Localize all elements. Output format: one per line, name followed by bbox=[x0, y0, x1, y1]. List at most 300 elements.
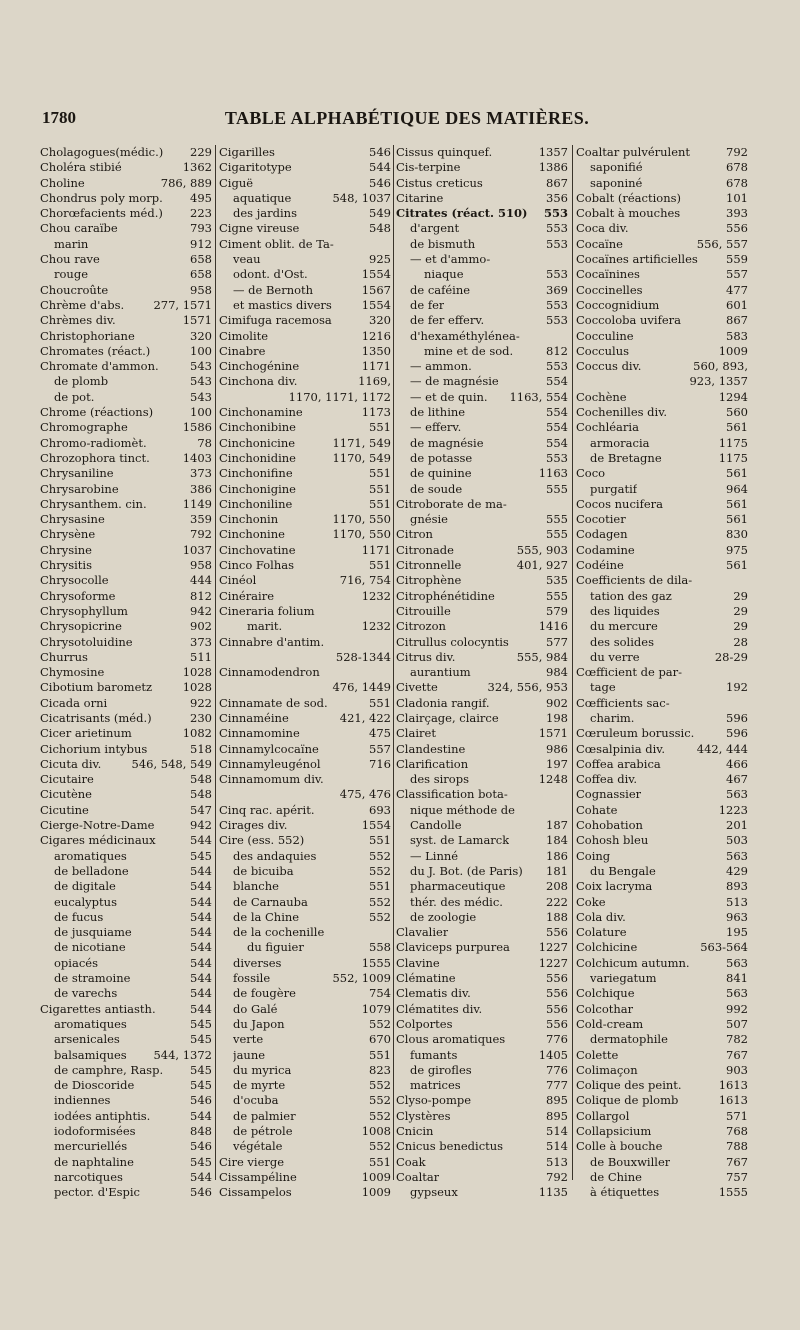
index-entry bbox=[219, 833, 391, 848]
entry-page-refs: 768 bbox=[726, 1124, 748, 1138]
entry-page-refs: 552 bbox=[369, 848, 391, 863]
index-entry bbox=[396, 711, 568, 726]
entry-term: Chrysaniline bbox=[40, 466, 114, 481]
entry-page-refs: 788 bbox=[726, 1139, 748, 1154]
entry-term: de quinine bbox=[410, 466, 472, 481]
index-entry bbox=[576, 711, 748, 726]
index-entry bbox=[576, 344, 748, 359]
entry-term: Clairçage, clairce bbox=[396, 710, 499, 725]
index-entry bbox=[396, 818, 568, 833]
entry-term: Citronnelle bbox=[396, 558, 462, 573]
entry-page-refs: 1555 bbox=[361, 955, 391, 970]
entry-page-refs: 552 bbox=[369, 909, 391, 924]
index-entry bbox=[396, 879, 568, 894]
entry-term: des jardins bbox=[233, 206, 297, 221]
entry-term: nique méthode de bbox=[410, 802, 515, 817]
entry-page-refs: 324, 556, 953 bbox=[487, 680, 568, 695]
entry-page-refs: 511 bbox=[190, 649, 212, 664]
index-entry bbox=[40, 1170, 212, 1185]
index-entry bbox=[396, 787, 568, 802]
entry-page-refs: 198 bbox=[546, 710, 568, 725]
entry-page-refs: 543 bbox=[190, 359, 212, 374]
index-entry bbox=[576, 329, 748, 344]
index-entry bbox=[219, 451, 391, 466]
index-entry bbox=[396, 420, 568, 435]
entry-term: Colcothar bbox=[576, 1001, 634, 1016]
index-entry bbox=[40, 986, 212, 1001]
index-entry bbox=[576, 206, 748, 221]
entry-term: charim. bbox=[590, 710, 635, 725]
entry-term: Collapsicium bbox=[576, 1124, 652, 1138]
entry-term: du verre bbox=[590, 649, 640, 664]
entry-term: d'hexaméthylénea- bbox=[410, 328, 520, 343]
entry-term: de zoologie bbox=[410, 909, 477, 924]
entry-term: de naphtaline bbox=[54, 1154, 134, 1169]
entry-term: Chromate d'ammon. bbox=[40, 359, 159, 374]
entry-term: Clairet bbox=[396, 726, 436, 741]
entry-page-refs: 1170, 1171, 1172 bbox=[288, 389, 391, 404]
index-entry bbox=[40, 527, 212, 542]
index-entry bbox=[396, 543, 568, 558]
index-entry bbox=[219, 1048, 391, 1063]
entry-term: Chrysarobine bbox=[40, 481, 119, 496]
entry-page-refs: 1227 bbox=[538, 955, 568, 970]
index-entry bbox=[576, 971, 748, 986]
entry-page-refs: 1232 bbox=[361, 588, 391, 603]
entry-term: dermatophile bbox=[590, 1032, 668, 1047]
index-entry bbox=[576, 833, 748, 848]
entry-page-refs: 1416 bbox=[538, 619, 568, 634]
entry-term: tation des gaz bbox=[590, 588, 672, 603]
index-entry bbox=[396, 910, 568, 925]
entry-page-refs: 678 bbox=[726, 160, 748, 175]
entry-page-refs: 958 bbox=[190, 558, 212, 573]
entry-term: végétale bbox=[233, 1139, 283, 1154]
entry-page-refs: 1170, 549 bbox=[332, 450, 391, 465]
entry-term: de potasse bbox=[410, 450, 473, 465]
entry-term: de nicotiane bbox=[54, 940, 126, 955]
entry-term: Cochène bbox=[576, 389, 627, 404]
entry-term: d'argent bbox=[410, 221, 460, 236]
column-divider bbox=[572, 145, 573, 1180]
entry-term: pharmaceutique bbox=[410, 879, 506, 894]
entry-page-refs: 716 bbox=[369, 756, 391, 771]
entry-term: Cnicin bbox=[396, 1124, 434, 1138]
entry-page-refs: 1357 bbox=[538, 145, 568, 159]
index-entry bbox=[219, 696, 391, 711]
entry-page-refs: 1555 bbox=[718, 1185, 748, 1200]
index-entry bbox=[396, 573, 568, 588]
entry-term: Cinéraire bbox=[219, 588, 275, 603]
entry-page-refs: 1350 bbox=[361, 343, 391, 358]
entry-page-refs: 551 bbox=[369, 833, 391, 848]
entry-term: Colchicum autumn. bbox=[576, 955, 690, 970]
index-column-4 bbox=[576, 145, 748, 1200]
index-entry bbox=[219, 283, 391, 298]
entry-term: du myrica bbox=[233, 1062, 292, 1077]
entry-page-refs: 1028 bbox=[182, 680, 212, 695]
entry-page-refs: 222 bbox=[546, 894, 568, 909]
entry-term: Clyso-pompe bbox=[396, 1093, 472, 1108]
entry-page-refs: 544 bbox=[190, 1169, 212, 1184]
entry-page-refs: 658 bbox=[190, 267, 212, 282]
entry-term: Coaltar bbox=[396, 1169, 440, 1184]
entry-term: thér. des médic. bbox=[410, 894, 503, 909]
entry-term: Citroborate de ma- bbox=[396, 496, 507, 511]
entry-page-refs: 1170, 550 bbox=[332, 512, 391, 527]
entry-term: Cohobation bbox=[576, 818, 643, 833]
entry-term: Cobalt (réactions) bbox=[576, 190, 681, 205]
index-entry bbox=[576, 986, 748, 1001]
index-entry bbox=[396, 512, 568, 527]
entry-term: Cinchovatine bbox=[219, 542, 296, 557]
index-entry bbox=[219, 971, 391, 986]
entry-page-refs: 544 bbox=[190, 833, 212, 848]
index-entry bbox=[40, 787, 212, 802]
entry-page-refs: 181 bbox=[546, 863, 568, 878]
index-entry bbox=[40, 436, 212, 451]
entry-page-refs: 1223 bbox=[718, 802, 748, 817]
entry-term: Cinchonidine bbox=[219, 450, 296, 465]
entry-term: de fucus bbox=[54, 909, 104, 924]
entry-term: saponifié bbox=[590, 160, 643, 175]
entry-page-refs: 555 bbox=[546, 527, 568, 542]
entry-term: Chrysopicrine bbox=[40, 619, 122, 634]
entry-term: Cissampéline bbox=[219, 1169, 297, 1184]
index-entry bbox=[219, 589, 391, 604]
entry-term: Chorœfacients méd.) bbox=[40, 206, 163, 221]
entry-page-refs: 942 bbox=[190, 818, 212, 833]
entry-term: Clématites div. bbox=[396, 1001, 483, 1016]
entry-page-refs: 100 bbox=[190, 405, 212, 420]
index-entry bbox=[396, 619, 568, 634]
entry-term: Coccoloba uvifera bbox=[576, 313, 681, 328]
index-entry bbox=[219, 329, 391, 344]
entry-term: Cigaritotype bbox=[219, 160, 292, 175]
entry-term: Cigne vireuse bbox=[219, 221, 300, 236]
entry-term: Cigares médicinaux bbox=[40, 833, 156, 848]
entry-term: Cicatrisants (méd.) bbox=[40, 710, 152, 725]
entry-page-refs: 571 bbox=[726, 1108, 748, 1123]
entry-term: Cicutine bbox=[40, 802, 89, 817]
entry-term: Chrysocolle bbox=[40, 573, 109, 588]
entry-term: Cœfficient de par- bbox=[576, 665, 683, 680]
entry-page-refs: 544 bbox=[190, 971, 212, 986]
entry-term: syst. de Lamarck bbox=[410, 833, 510, 848]
entry-term: de palmier bbox=[233, 1108, 296, 1123]
entry-page-refs: 1586 bbox=[182, 420, 212, 435]
entry-page-refs: 555 bbox=[546, 512, 568, 527]
index-entry bbox=[576, 1093, 748, 1108]
entry-term: Claviceps purpurea bbox=[396, 940, 510, 955]
index-entry bbox=[40, 390, 212, 405]
entry-term: Cochléaria bbox=[576, 420, 639, 435]
entry-term: Cicada orni bbox=[40, 695, 108, 710]
entry-term: Cineraria folium bbox=[219, 603, 315, 618]
entry-term: balsamiques bbox=[54, 1047, 127, 1062]
entry-term: Colchique bbox=[576, 986, 635, 1001]
index-entry bbox=[219, 206, 391, 221]
entry-page-refs: 553 bbox=[543, 206, 568, 221]
column-divider bbox=[393, 145, 394, 1180]
entry-page-refs: 561 bbox=[726, 496, 748, 511]
index-entry bbox=[576, 512, 748, 527]
entry-page-refs: 544 bbox=[190, 940, 212, 955]
entry-term: blanche bbox=[233, 879, 279, 894]
entry-page-refs: 895 bbox=[546, 1093, 568, 1108]
entry-page-refs: 29 bbox=[733, 619, 748, 634]
entry-term: Cire (ess. 552) bbox=[219, 833, 305, 848]
entry-term: eucalyptus bbox=[54, 894, 117, 909]
entry-term: Ciguë bbox=[219, 175, 254, 190]
entry-term: Cinnaméine bbox=[219, 710, 289, 725]
index-entry bbox=[219, 1002, 391, 1017]
index-entry bbox=[219, 359, 391, 374]
index-entry bbox=[40, 971, 212, 986]
index-entry bbox=[219, 986, 391, 1001]
entry-page-refs: 467 bbox=[726, 772, 748, 787]
entry-page-refs: 197 bbox=[546, 756, 568, 771]
index-entry bbox=[40, 940, 212, 955]
entry-term: gnésie bbox=[410, 512, 448, 527]
entry-page-refs: 29 bbox=[733, 603, 748, 618]
entry-page-refs: 555, 903 bbox=[516, 542, 568, 557]
entry-term: Cohate bbox=[576, 802, 618, 817]
index-entry bbox=[396, 1017, 568, 1032]
entry-term: de pot. bbox=[54, 389, 95, 404]
entry-page-refs: 1171 bbox=[361, 359, 391, 374]
entry-page-refs: 556 bbox=[546, 1001, 568, 1016]
index-entry bbox=[576, 818, 748, 833]
entry-page-refs: 551 bbox=[369, 481, 391, 496]
entry-term: aquatique bbox=[233, 190, 292, 205]
index-entry bbox=[576, 359, 748, 374]
entry-term: Cohosh bleu bbox=[576, 833, 649, 848]
index-entry bbox=[576, 879, 748, 894]
entry-term: Coefficients de dila- bbox=[576, 573, 693, 588]
index-entry bbox=[396, 849, 568, 864]
entry-term: Cinnamomine bbox=[219, 726, 300, 741]
entry-page-refs: 100 bbox=[190, 343, 212, 358]
entry-page-refs: 359 bbox=[190, 512, 212, 527]
entry-term: Choucroûte bbox=[40, 282, 109, 297]
entry-page-refs: 792 bbox=[546, 1169, 568, 1184]
index-entry bbox=[396, 956, 568, 971]
index-entry bbox=[219, 558, 391, 573]
index-entry bbox=[219, 1185, 391, 1200]
entry-page-refs: 476, 1449 bbox=[332, 680, 391, 695]
index-entry bbox=[40, 160, 212, 175]
index-entry bbox=[219, 1032, 391, 1047]
index-entry bbox=[40, 665, 212, 680]
entry-term: Cinnabre d'antim. bbox=[219, 634, 325, 649]
entry-term: Cholagogues(médic.) bbox=[40, 145, 164, 159]
entry-page-refs: 782 bbox=[726, 1032, 748, 1047]
index-entry bbox=[219, 787, 391, 802]
entry-term: Coing bbox=[576, 848, 611, 863]
entry-page-refs: 552 bbox=[369, 1016, 391, 1031]
index-entry bbox=[396, 833, 568, 848]
index-entry bbox=[40, 359, 212, 374]
entry-page-refs: 1008 bbox=[361, 1124, 391, 1138]
index-entry bbox=[219, 635, 391, 650]
index-entry bbox=[396, 482, 568, 497]
entry-page-refs: 1135 bbox=[538, 1185, 568, 1200]
entry-page-refs: 551 bbox=[369, 558, 391, 573]
entry-page-refs: 848 bbox=[190, 1124, 212, 1138]
entry-term: Cinchonine bbox=[219, 527, 285, 542]
entry-term: de Carnauba bbox=[233, 894, 308, 909]
index-entry bbox=[219, 145, 391, 160]
entry-term: Coaltar pulvérulent bbox=[576, 145, 691, 159]
index-entry bbox=[219, 512, 391, 527]
entry-term: du mercure bbox=[590, 619, 658, 634]
entry-page-refs: 1171, 549 bbox=[332, 435, 391, 450]
index-entry bbox=[40, 711, 212, 726]
entry-page-refs: 554 bbox=[546, 405, 568, 420]
entry-term: de bicuiba bbox=[233, 863, 294, 878]
entry-term: Clavine bbox=[396, 955, 440, 970]
entry-term: Choléra stibié bbox=[40, 160, 122, 175]
entry-term: et mastics divers bbox=[233, 297, 332, 312]
index-entry bbox=[40, 604, 212, 619]
entry-term: Citrozon bbox=[396, 619, 446, 634]
entry-term: Chou rave bbox=[40, 252, 100, 267]
entry-page-refs: 29 bbox=[733, 588, 748, 603]
index-entry bbox=[576, 436, 748, 451]
entry-term: Codéine bbox=[576, 558, 624, 573]
entry-term: Cocculus bbox=[576, 343, 629, 358]
entry-page-refs: 544 bbox=[190, 879, 212, 894]
entry-term: Chromographe bbox=[40, 420, 128, 435]
index-entry bbox=[396, 1032, 568, 1047]
entry-term: Cobalt à mouches bbox=[576, 206, 681, 221]
entry-term: Chymosine bbox=[40, 665, 105, 680]
entry-page-refs: 545 bbox=[190, 1154, 212, 1169]
entry-page-refs: 958 bbox=[190, 282, 212, 297]
index-entry bbox=[40, 451, 212, 466]
entry-term: Cocos nucifera bbox=[576, 496, 663, 511]
index-entry bbox=[576, 849, 748, 864]
entry-page-refs: 466 bbox=[726, 756, 748, 771]
index-entry bbox=[219, 650, 391, 665]
entry-term: Coccinelles bbox=[576, 282, 643, 297]
index-entry bbox=[396, 680, 568, 695]
entry-page-refs: 551 bbox=[369, 1154, 391, 1169]
entry-page-refs: 552 bbox=[369, 1078, 391, 1093]
index-entry bbox=[576, 420, 748, 435]
index-entry bbox=[396, 160, 568, 175]
entry-page-refs: 577 bbox=[546, 634, 568, 649]
entry-page-refs: 1571 bbox=[182, 313, 212, 328]
index-entry bbox=[396, 925, 568, 940]
index-entry bbox=[576, 665, 748, 680]
entry-page-refs: 767 bbox=[726, 1047, 748, 1062]
index-entry bbox=[219, 665, 391, 680]
index-entry bbox=[219, 803, 391, 818]
entry-term: Citrullus colocyntis bbox=[396, 634, 509, 649]
entry-term: d'ocuba bbox=[233, 1093, 279, 1108]
entry-page-refs: 1386 bbox=[538, 160, 568, 175]
entry-term: de camphre, Rasp. bbox=[54, 1062, 164, 1077]
index-entry bbox=[576, 221, 748, 236]
index-entry bbox=[576, 589, 748, 604]
index-entry bbox=[576, 910, 748, 925]
entry-page-refs: 545 bbox=[190, 1032, 212, 1047]
entry-page-refs: 561 bbox=[726, 558, 748, 573]
index-entry bbox=[40, 344, 212, 359]
index-entry bbox=[40, 650, 212, 665]
index-entry bbox=[576, 742, 748, 757]
entry-term: Chromo-radiomèt. bbox=[40, 435, 147, 450]
index-entry bbox=[396, 221, 568, 236]
index-entry bbox=[219, 313, 391, 328]
index-entry bbox=[219, 925, 391, 940]
index-entry bbox=[40, 772, 212, 787]
entry-page-refs: 551 bbox=[369, 1047, 391, 1062]
entry-term: Cocaïne bbox=[576, 236, 623, 251]
index-entry bbox=[219, 298, 391, 313]
entry-term: Clavalier bbox=[396, 925, 449, 940]
index-entry bbox=[396, 1063, 568, 1078]
entry-term: de fougère bbox=[233, 986, 296, 1001]
entry-term: Cœruleum borussic. bbox=[576, 726, 695, 741]
index-entry bbox=[40, 1048, 212, 1063]
index-entry bbox=[40, 803, 212, 818]
index-entry bbox=[396, 145, 568, 160]
index-entry bbox=[40, 680, 212, 695]
entry-page-refs: 596 bbox=[726, 710, 748, 725]
entry-term: Cœsalpinia div. bbox=[576, 741, 666, 756]
index-entry bbox=[219, 680, 391, 695]
entry-term: Cinchogénine bbox=[219, 359, 300, 374]
index-entry bbox=[396, 772, 568, 787]
entry-term: Citrophénétidine bbox=[396, 588, 495, 603]
index-entry bbox=[219, 267, 391, 282]
index-entry bbox=[40, 1093, 212, 1108]
entry-page-refs: 386 bbox=[190, 481, 212, 496]
index-entry bbox=[576, 527, 748, 542]
entry-page-refs: 552, 1009 bbox=[332, 971, 391, 986]
entry-page-refs: 556 bbox=[546, 971, 568, 986]
entry-term: Cicutène bbox=[40, 787, 92, 802]
index-entry bbox=[576, 940, 748, 955]
index-entry bbox=[40, 298, 212, 313]
entry-page-refs: 545 bbox=[190, 1016, 212, 1031]
entry-page-refs: 401, 927 bbox=[516, 558, 568, 573]
entry-page-refs: 421, 422 bbox=[339, 710, 391, 725]
entry-page-refs: 754 bbox=[369, 986, 391, 1001]
entry-term: Chrome (réactions) bbox=[40, 405, 154, 420]
index-entry bbox=[576, 390, 748, 405]
entry-page-refs: 552 bbox=[369, 1139, 391, 1154]
entry-page-refs: 757 bbox=[726, 1169, 748, 1184]
index-entry bbox=[576, 925, 748, 940]
index-entry bbox=[396, 390, 568, 405]
entry-term: — efferv. bbox=[410, 420, 462, 435]
index-entry bbox=[576, 726, 748, 741]
entry-term: Cibotium barometz bbox=[40, 680, 153, 695]
index-entry bbox=[396, 696, 568, 711]
entry-term: de Bretagne bbox=[590, 450, 662, 465]
entry-page-refs: 544 bbox=[190, 925, 212, 940]
page-header bbox=[42, 108, 772, 134]
entry-page-refs: 208 bbox=[546, 879, 568, 894]
entry-term: Cœfficients sac- bbox=[576, 695, 670, 710]
entry-term: fossile bbox=[233, 971, 271, 986]
index-entry bbox=[576, 772, 748, 787]
entry-term: Cinnamyleugénol bbox=[219, 756, 321, 771]
